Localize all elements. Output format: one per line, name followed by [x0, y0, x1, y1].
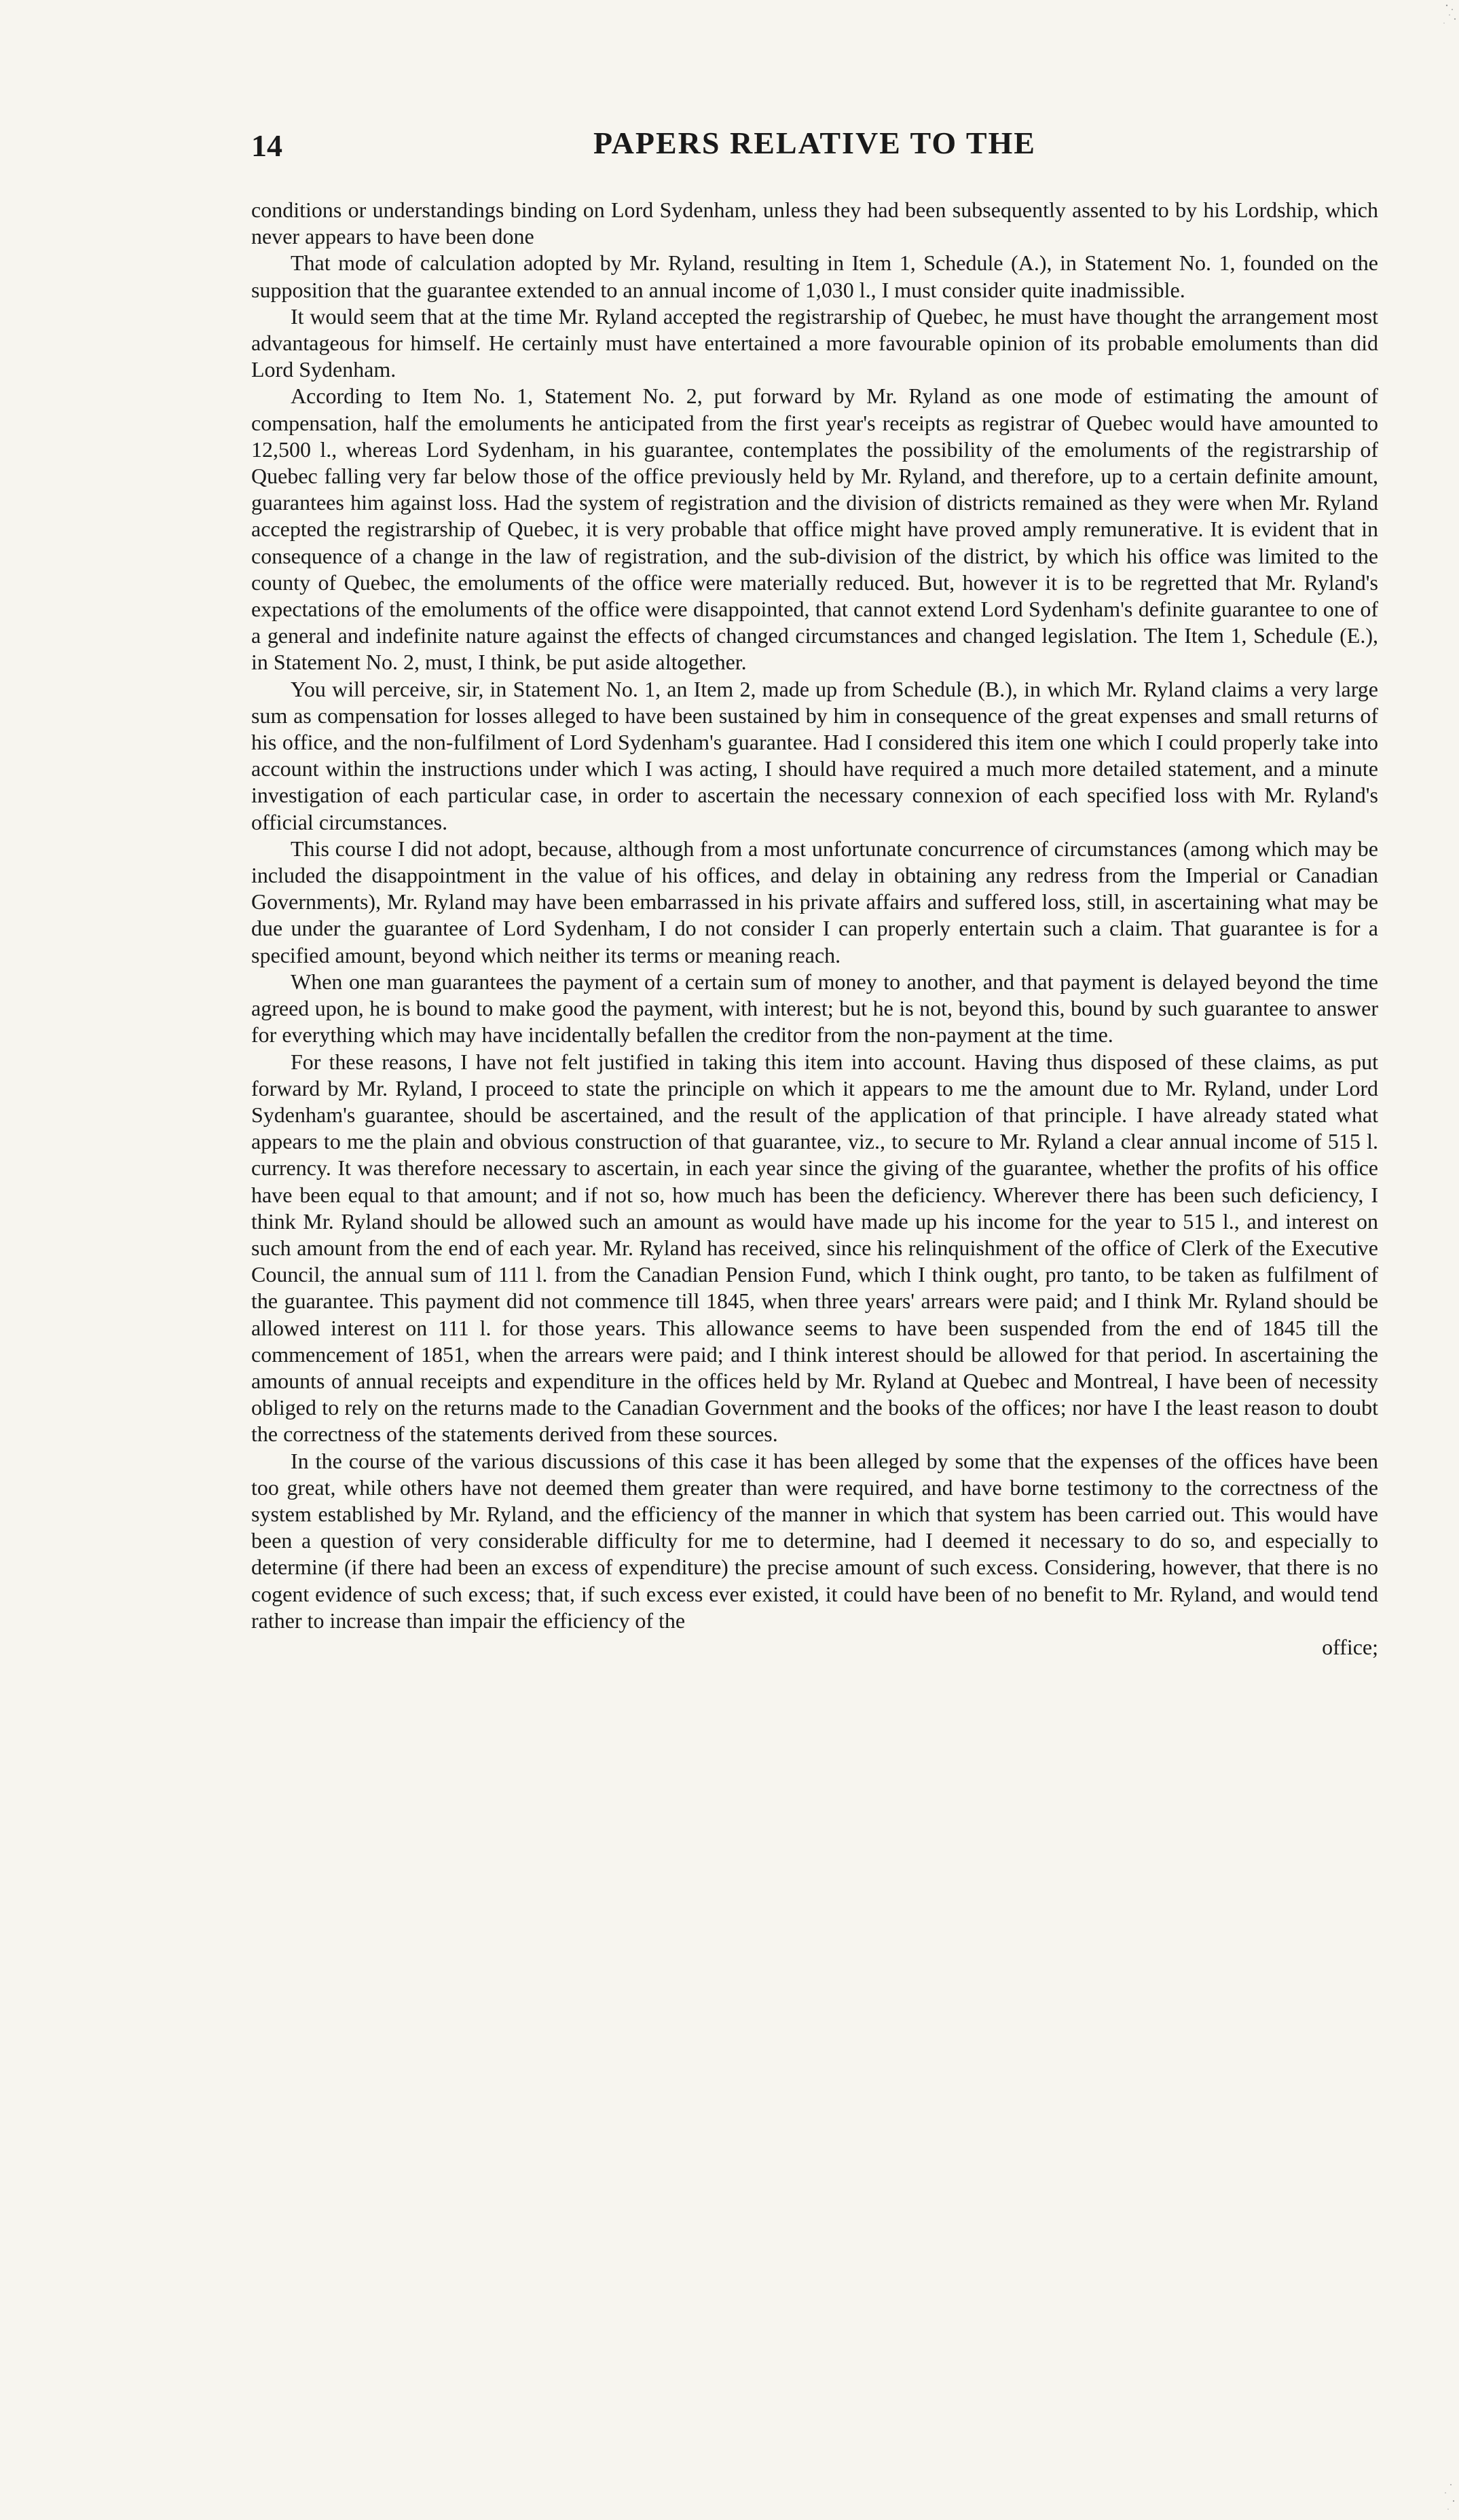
page-header: [251, 122, 1378, 177]
document-page: [251, 122, 1378, 1661]
paragraph: conditions or understandings binding on Lord Sydenham, unless they had been subsequently assented to by his Lordship, which never appears to have been done: [251, 198, 1378, 249]
paragraph: In the course of the various discussions of this case it has been alleged by some that the expenses of the offices have been too great, while others have not deemed them greater than were required, and have borne testimony to the correctness of the system established by Mr. Ryland, and the efficiency of the manner in which that system has been carried out. This would have been a question of very considerable difficulty for me to determine, had I deemed it necessary to do so, and especially to determine (if there had been an excess of expenditure) the precise amount of such excess. Considering, however, that there is no cogent evidence of such excess; that, if such excess ever existed, it could have been of no benefit to Mr. Ryland, and would tend rather to increase than impair the efficiency of the: [251, 1448, 1378, 1633]
paragraph: For these reasons, I have not felt justified in taking this item into account. Having thus disposed of these claims, as put forward by Mr. Ryland, I proceed to state the principle on which it appears to me the amount due to Mr. Ryland, under Lord Sydenham's guarantee, should be ascertained, and the result of the application of that principle. I have already stated what appears to me the plain and obvious construction of that guarantee, viz., to secure to Mr. Ryland a clear annual income of 515 l. currency. It was therefore necessary to ascertain, in each year since the giving of the guarantee, whether the profits of his office have been equal to that amount; and if not so, how much has been the deficiency. Wherever there has been such deficiency, I think Mr. Ryland should be allowed such an amount as would have made up his income for the year to 515 l., and interest on such amount from the end of each year. Mr. Ryland has received, since his relinquishment of the office of Clerk of the Executive Council, the annual sum of 111 l. from the Canadian Pension Fund, which I think ought, pro tanto, to be taken as fulfilment of the guarantee. This payment did not commence till 1845, when three years' arrears were paid; and I think Mr. Ryland should be allowed interest on 111 l. for those years. This allowance seems to have been suspended from the end of 1845 till the commencement of 1851, when the arrears were paid; and I think interest should be allowed for that period. In ascertaining the amounts of annual receipts and expenditure in the offices held by Mr. Ryland at Quebec and Montreal, I have been of necessity obliged to rely on the returns made to the Canadian Government and the books of the offices; nor have I the least reason to doubt the correctness of the statements derived from these sources.: [251, 1049, 1378, 1447]
paragraph: According to Item No. 1, Statement No. 2, put forward by Mr. Ryland as one mode of estimating the amount of compensation, half the emoluments he anticipated from the first year's receipts as registrar of Quebec would have amounted to 12,500 l., whereas Lord Sydenham, in his guarantee, contemplates the possibility of the emoluments of the registrarship of Quebec falling very far below those of the office previously held by Mr. Ryland, and therefore, up to a certain definite amount, guarantees him against loss. Had the system of registration and the division of districts remained as they were when Mr. Ryland accepted the registrarship of Quebec, it is very probable that office might have proved amply remunerative. It is evident that in consequence of a change in the law of registration, and the sub-division of the district, by which his office was limited to the county of Quebec, the emoluments of the office were materially reduced. But, however it is to be regretted that Mr. Ryland's expectations of the emoluments of the office were disappointed, that cannot extend Lord Sydenham's definite guarantee to one of a general and indefinite nature against the effects of changed circumstances and changed legislation. The Item 1, Schedule (E.), in Statement No. 2, must, I think, be put aside altogether.: [251, 384, 1378, 675]
page-number: 14: [251, 128, 282, 163]
running-title: PAPERS RELATIVE TO THE: [593, 126, 1036, 160]
paragraph: It would seem that at the time Mr. Ryland accepted the registrarship of Quebec, he must have thought the arrangement most advantageous for himself. He certainly must have entertained a more favourable opinion of its probable emoluments than did Lord Sydenham.: [251, 303, 1378, 382]
body-text: [251, 197, 1378, 1634]
page-edge-speckle: [1432, 0, 1459, 2520]
paragraph: You will perceive, sir, in Statement No. 1, an Item 2, made up from Schedule (B.), in which Mr. Ryland claims a very large sum as compensation for losses alleged to have been sustained by him in consequence of the great expenses and small returns of his office, and the non-fulfilment of Lord Sydenham's guarantee. Had I considered this item one which I could properly take into account within the instructions under which I was acting, I should have required a much more detailed statement, and a minute investigation of each particular case, in order to ascertain the necessary connexion of each specified loss with Mr. Ryland's official circumstances.: [251, 676, 1378, 834]
paragraph: That mode of calculation adopted by Mr. Ryland, resulting in Item 1, Schedule (A.), in Statement No. 1, founded on the supposition that the guarantee extended to an annual income of 1,030 l., I must consider quite inadmissible.: [251, 251, 1378, 302]
catchword: office;: [1322, 1634, 1378, 1659]
paragraph: When one man guarantees the payment of a certain sum of money to another, and that payment is delayed beyond the time agreed upon, he is bound to make good the payment, with interest; but he is not, beyond this, bound by such guarantee to answer for everything which may have incidentally befallen the creditor from the non-payment at the time.: [251, 969, 1378, 1048]
paragraph: This course I did not adopt, because, although from a most unfortunate concurrence of circumstances (among which may be included the disappointment in the value of his offices, and delay in obtaining any redress from the Imperial or Canadian Governments), Mr. Ryland may have been embarrassed in his private affairs and suffered loss, still, in ascertaining what may be due under the guarantee of Lord Sydenham, I do not consider I can properly entertain such a claim. That guarantee is for a specified amount, beyond which neither its terms or meaning reach.: [251, 836, 1378, 967]
